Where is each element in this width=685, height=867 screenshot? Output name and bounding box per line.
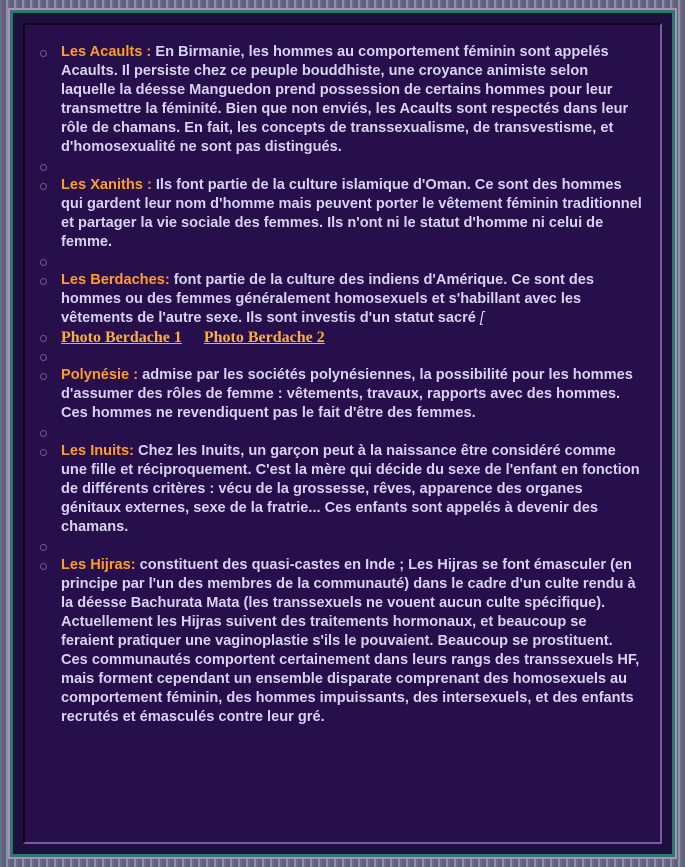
- text-inuits: Chez les Inuits, un garçon peut à la naissance être considéré comme une fille et réciproquement. C'est la mère qui décide du sexe de l'enfant en fonction de différents critères : vécu de la grossesse, rêves, apparence des organes génitaux externes, sexe de la fratrie... Ces enfants sont appelés à devenir des chamans.: [61, 443, 640, 535]
- culture-list: [25, 25, 660, 727]
- list-item-inuits: [25, 442, 642, 537]
- text-polynesie: admise par les sociétés polynésiennes, la possibilité pour les hommes d'assumer des rôles de femme : vêtements, travaux, rapports avec des hommes. Ces hommes ne revendiquent pas le fait d'être des femmes.: [61, 367, 633, 421]
- term-inuits: Les Inuits:: [61, 443, 134, 459]
- list-item-empty: [25, 252, 642, 271]
- bracket-mark: [: [479, 310, 485, 326]
- photo-berdache-2-link[interactable]: Photo Berdache 2: [203, 329, 325, 346]
- term-polynesie: Polynésie :: [61, 367, 139, 383]
- text-berdaches: font partie de la culture des indiens d'Amérique. Ce sont des hommes ou des femmes généralement homosexuels et s'habillant avec les vêtements de l'autre sexe. Ils sont investis d'un statut sacré: [61, 272, 595, 326]
- list-item-acaults: [25, 43, 642, 157]
- list-item-empty: [25, 157, 642, 176]
- term-hijras: Les Hijras:: [61, 557, 136, 573]
- list-item-empty: [25, 423, 642, 442]
- term-acaults: Les Acaults :: [61, 44, 152, 60]
- list-item-xaniths: [25, 176, 642, 252]
- text-acaults: En Birmanie, les hommes au comportement féminin sont appelés Acaults. Il persiste chez ce peuple bouddhiste, une croyance animiste selon laquelle la déesse Manguedon prend possession de certains hommes pour leur transmettre la féminité. Bien que non enviés, les Acaults sont respectés dans leur rôle de chamans. En fait, les concepts de transsexualisme, de transvestisme, et d'homosexualité ne sont pas distingués.: [61, 44, 629, 155]
- photo-berdache-1-link[interactable]: Photo Berdache 1: [61, 329, 182, 346]
- text-xaniths: Ils font partie de la culture islamique d'Oman. Ce sont des hommes qui gardent leur nom d'homme mais peuvent porter le vêtement féminin traditionnel et partager la vie sociale des femmes. Ils n'ont ni le statut d'homme ni celui de femme.: [61, 177, 642, 250]
- list-item-empty: [25, 537, 642, 556]
- list-item-empty: [25, 347, 642, 366]
- list-item-photo-links: [25, 328, 642, 347]
- list-item-polynesie: [25, 366, 642, 423]
- content-panel: [23, 23, 662, 844]
- term-xaniths: Les Xaniths :: [61, 177, 152, 193]
- frame-inner: [10, 10, 675, 857]
- term-berdaches: Les Berdaches:: [61, 272, 170, 288]
- list-item-hijras: [25, 556, 642, 727]
- text-hijras: constituent des quasi-castes en Inde ; Les Hijras se font émasculer (en principe par l'un des membres de la communauté) dans le cadre d'un culte rendu à la déesse Bachurata Mata (les transsexuels ne vouent aucun culte spécifique). Actuellement les Hijras suivent des traitements hormonaux, et beaucoup se feraient pratiquer une vaginoplastie s'ils le pouvaient. Beaucoup se prostituent. Ces communautés comportent certainement dans leurs rangs des transsexuels HF, mais forment cependant un ensemble disparate comprenant des homosexuels au comportement féminin, des hommes impuissants, des intersexuels, et des enfants recrutés et émasculés contre leur gré.: [61, 557, 640, 725]
- list-item-berdaches: [25, 271, 642, 328]
